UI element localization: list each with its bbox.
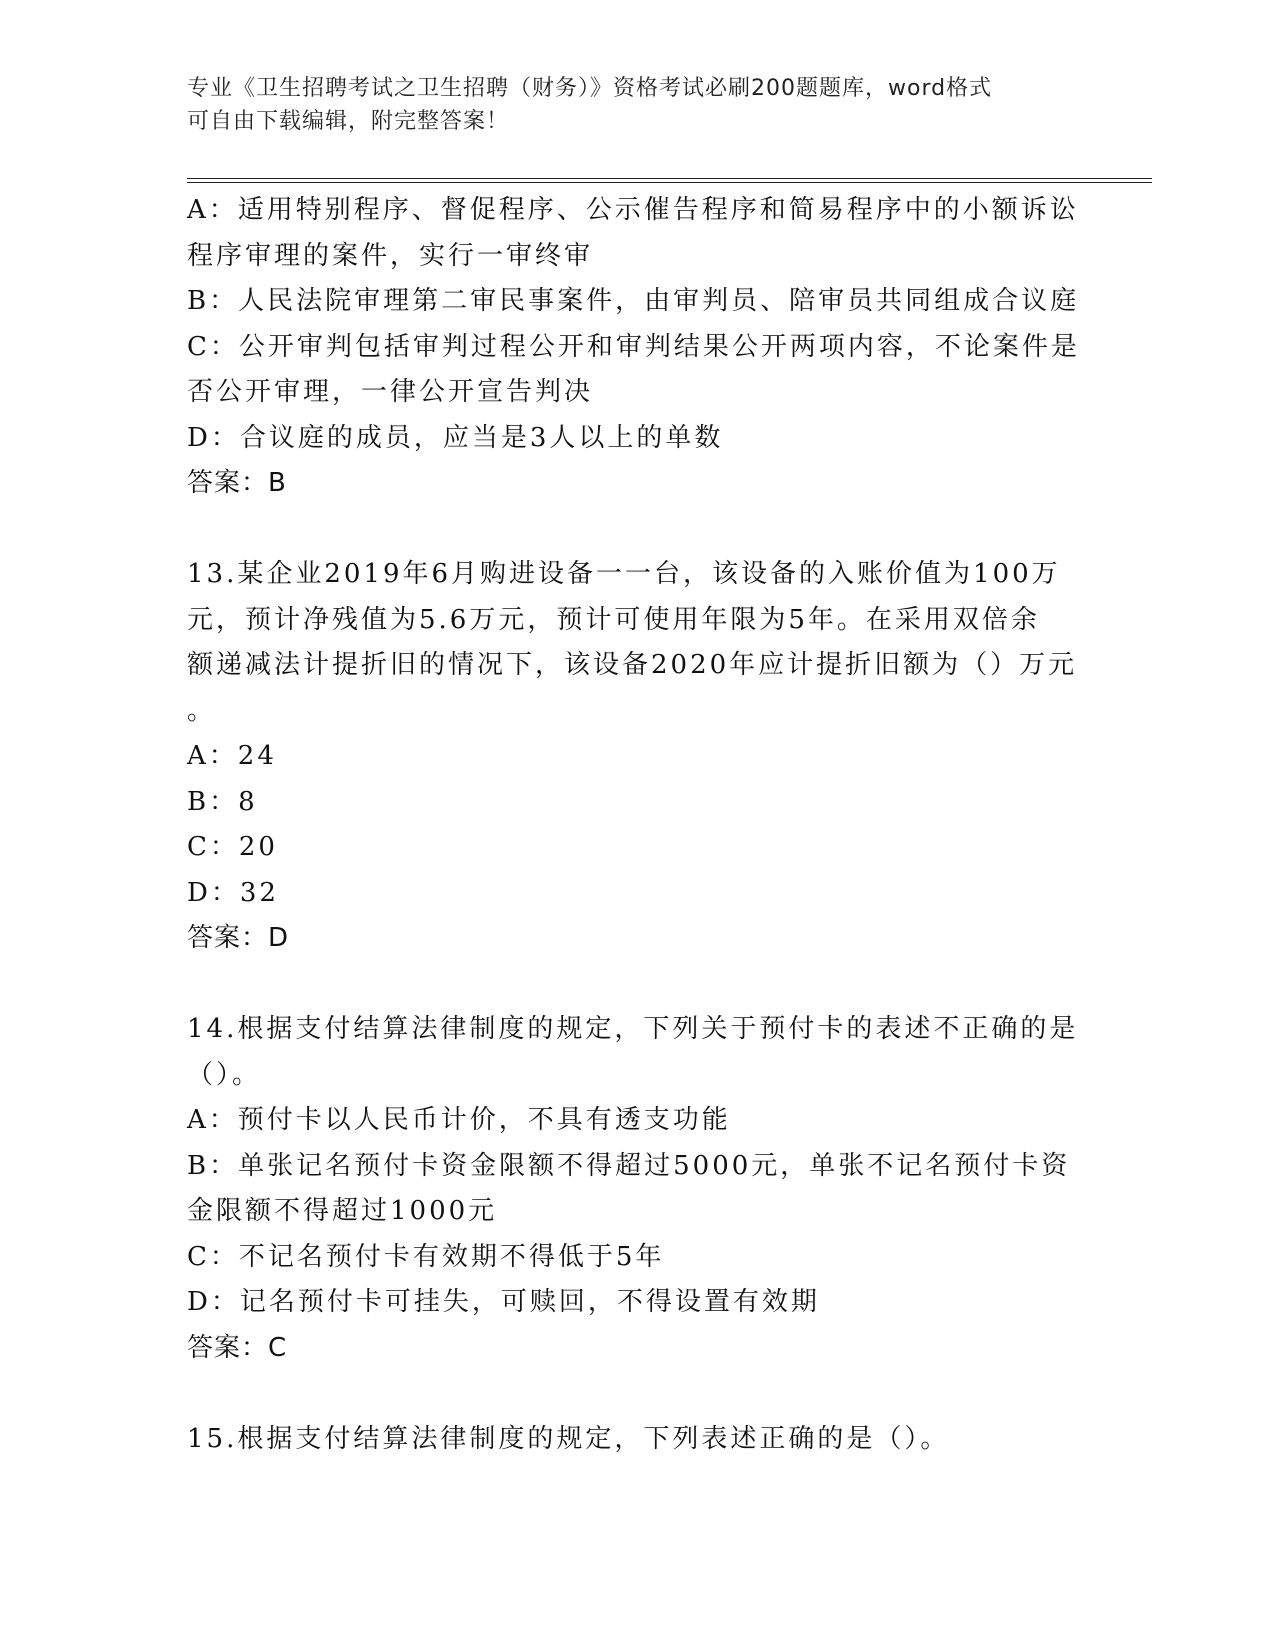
question-12 <box>187 188 1087 507</box>
option-d: D：32 <box>187 877 279 908</box>
option-b: B：人民法院审理第二审民事案件，由审判员、陪审员共同组成合议庭 <box>187 286 1080 316</box>
question-stem-continued: 元，预计净残值为5.6万元，预计可使用年限为5年。在采用双倍余 <box>187 604 1040 635</box>
option-a-continued: 程序审理的案件，实行一审终审 <box>187 240 594 271</box>
question-stem-continued: 。 <box>187 695 217 726</box>
question-13 <box>187 552 1087 962</box>
option-a: A：24 <box>187 741 277 771</box>
option-c: C：20 <box>187 832 278 862</box>
question-stem: 15.根据支付结算法律制度的规定，下列表述正确的是（）。 <box>187 1423 950 1454</box>
option-b: B：8 <box>187 786 258 817</box>
spacer <box>187 507 1087 553</box>
answer: 答案：C <box>187 1332 288 1363</box>
option-a: A：适用特别程序、督促程序、公示催告程序和简易程序中的小额诉讼 <box>187 195 1079 225</box>
option-b: B：单张记名预付卡资金限额不得超过5000元，单张不记名预付卡资 <box>187 1150 1071 1181</box>
page-header <box>187 72 1067 138</box>
question-stem: 14.根据支付结算法律制度的规定，下列关于预付卡的表述不正确的是 <box>187 1014 1079 1044</box>
header-title-line-2: 可自由下载编辑，附完整答案！ <box>187 109 510 134</box>
option-a: A：预付卡以人民币计价，不具有透支功能 <box>187 1105 731 1135</box>
question-stem: 13.某企业2019年6月购进设备一一台，该设备的入账价值为100万 <box>187 559 1061 589</box>
question-14 <box>187 1007 1087 1371</box>
option-c: C：不记名预付卡有效期不得低于5年 <box>187 1241 665 1272</box>
spacer <box>187 962 1087 1008</box>
header-divider <box>187 178 1152 183</box>
answer: 答案：D <box>187 923 290 953</box>
option-d: D：记名预付卡可挂失，可赎回，不得设置有效期 <box>187 1287 820 1317</box>
option-d: D：合议庭的成员，应当是3人以上的单数 <box>187 422 724 453</box>
header-title-line-1: 专业《卫生招聘考试之卫生招聘（财务）》资格考试必刷200题题库，word格式 <box>187 76 993 101</box>
option-c-continued: 否公开审理，一律公开宣告判决 <box>187 377 594 407</box>
question-list <box>187 188 1087 1462</box>
spacer <box>187 1371 1087 1417</box>
question-stem-continued: 额递减法计提折旧的情况下，该设备2020年应计提折旧额为（）万元 <box>187 650 1078 680</box>
question-stem-continued: （）。 <box>187 1059 262 1090</box>
question-15 <box>187 1417 1087 1463</box>
answer: 答案：B <box>187 468 287 498</box>
option-c: C：公开审判包括审判过程公开和审判结果公开两项内容，不论案件是 <box>187 331 1080 362</box>
option-b-continued: 金限额不得超过1000元 <box>187 1196 498 1226</box>
